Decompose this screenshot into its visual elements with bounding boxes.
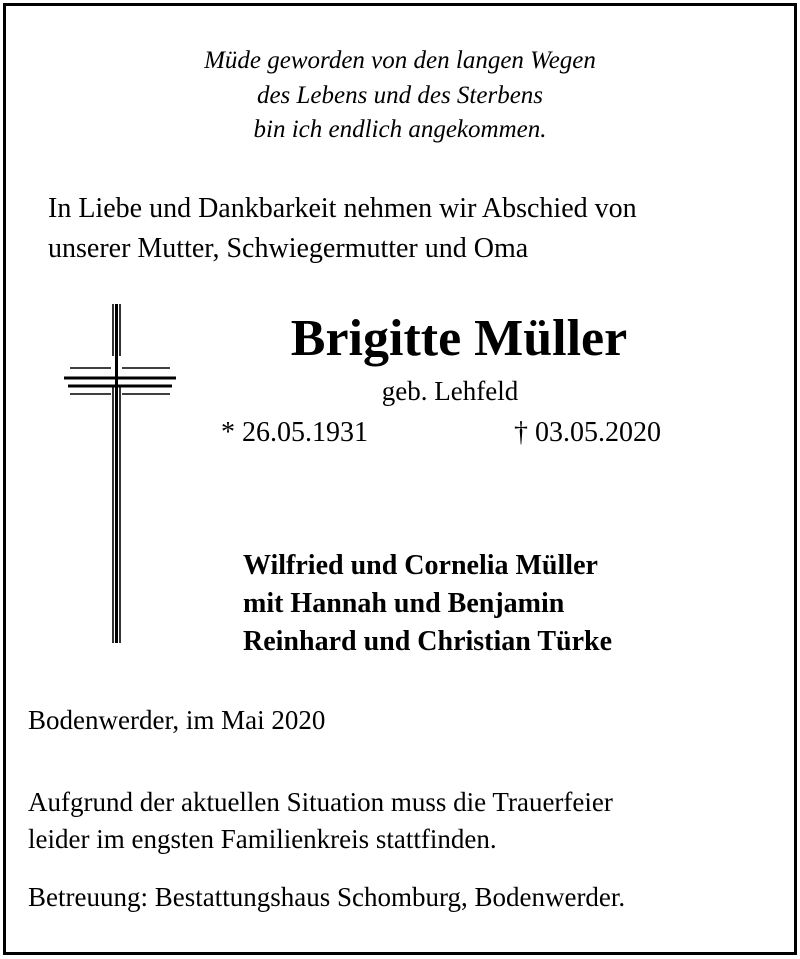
- birth-date: * 26.05.1931: [221, 417, 368, 448]
- motto-verse: [6, 44, 794, 148]
- intro-line: In Liebe und Dankbarkeit nehmen wir Abschied von: [48, 193, 637, 224]
- intro-text: [48, 189, 637, 269]
- family-line: mit Hannah und Benjamin: [243, 588, 565, 619]
- family-line: Wilfried und Cornelia Müller: [243, 550, 598, 581]
- family-signature: [243, 547, 612, 661]
- death-date: † 03.05.2020: [514, 417, 661, 448]
- maiden-name: geb. Lehfeld: [381, 376, 519, 406]
- deceased-name: Brigitte Müller: [290, 310, 628, 367]
- place-date: Bodenwerder, im Mai 2020: [28, 705, 326, 735]
- funeral-home-credit: Betreuung: Bestattungshaus Schomburg, Bodenwerder.: [28, 882, 626, 912]
- motto-line: bin ich endlich angekommen.: [253, 116, 547, 143]
- funeral-notice: [28, 784, 613, 858]
- motto-line: Müde geworden von den langen Wegen: [204, 47, 596, 74]
- family-line: Reinhard und Christian Türke: [243, 626, 613, 657]
- intro-line: unserer Mutter, Schwiegermutter und Oma: [48, 233, 529, 264]
- motto-line: des Lebens und des Sterbens: [256, 81, 544, 109]
- notice-line: leider im engsten Familienkreis stattfinden.: [28, 824, 497, 854]
- notice-line: Aufgrund der aktuellen Situation muss die Trauerfeier: [28, 787, 613, 817]
- obituary-frame: [3, 3, 797, 955]
